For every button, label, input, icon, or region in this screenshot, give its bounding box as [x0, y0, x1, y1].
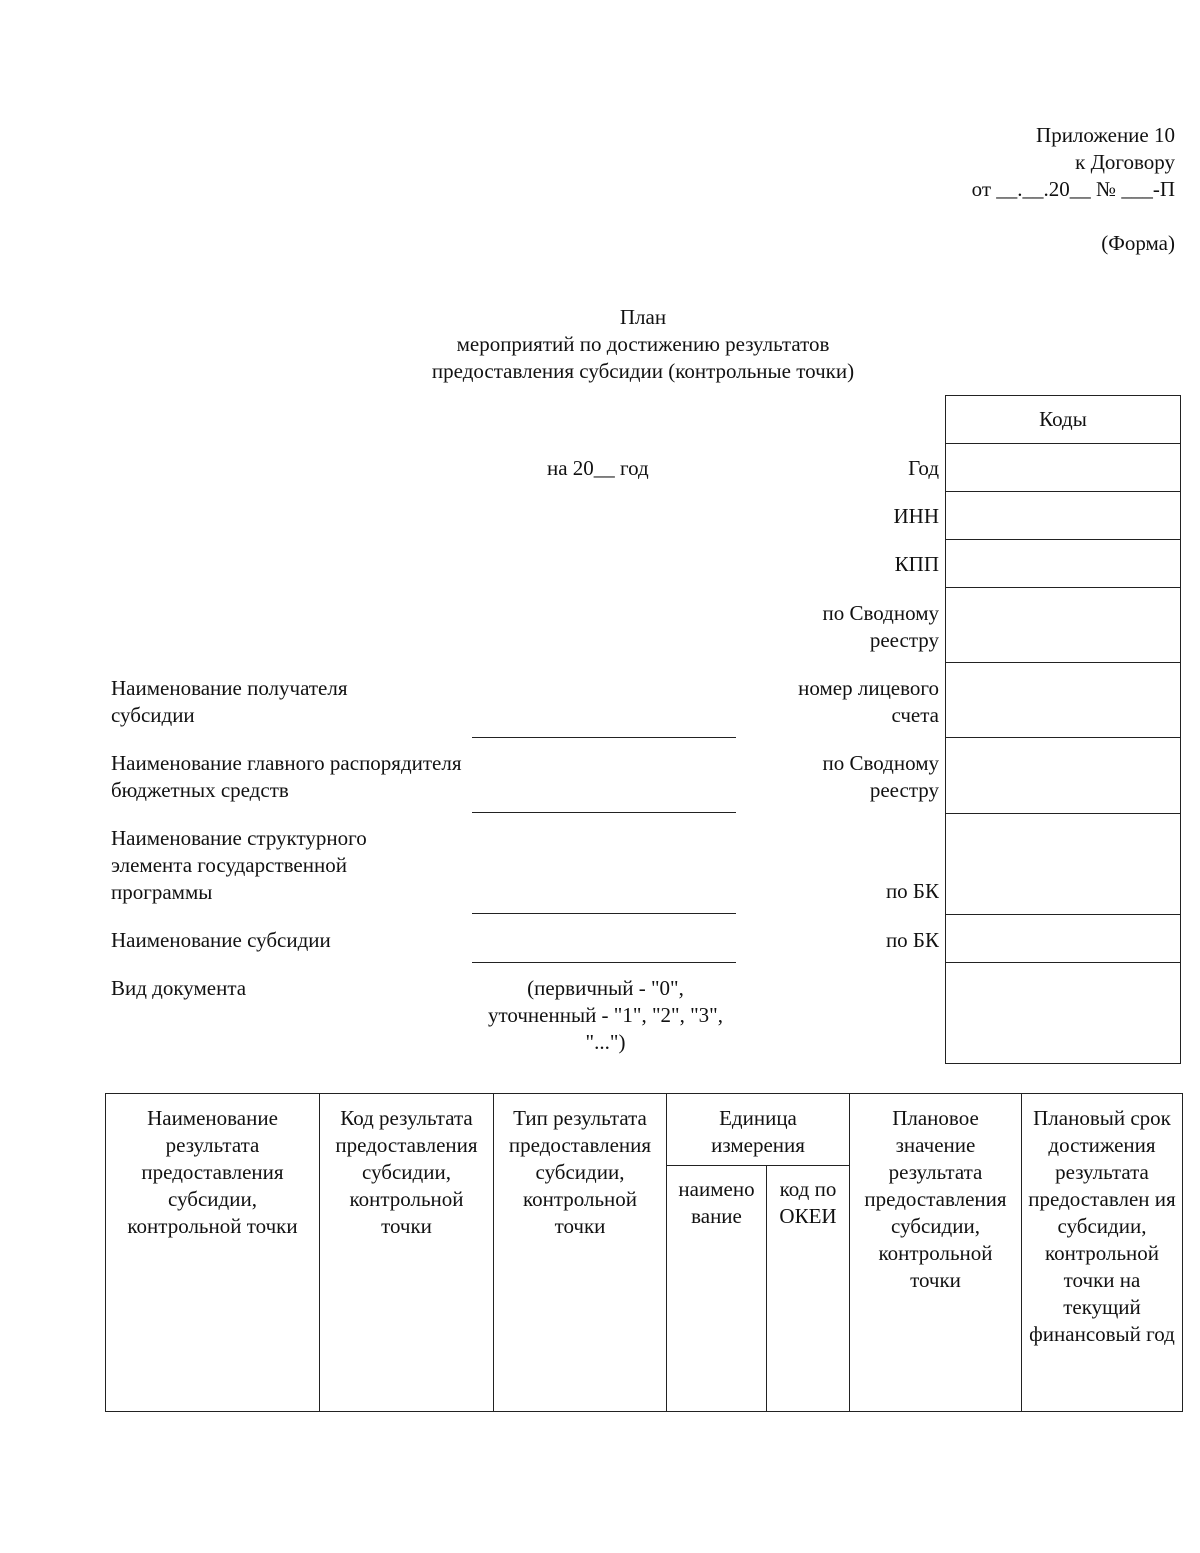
year-label: на 20__ год — [547, 456, 649, 480]
code-label-account: номер лицевого счета — [798, 676, 939, 727]
field-label-subsidy: Наименование субсидии — [111, 928, 331, 952]
title-line-1: План — [619, 305, 667, 329]
appendix-contract: к Договору — [1075, 150, 1175, 174]
header-unit-okei: код по ОКЕИ — [767, 1166, 850, 1412]
appendix-date: от __.__.20__ № ___-П — [971, 177, 1175, 201]
field-line-structural-element[interactable] — [472, 913, 736, 914]
code-cell-account[interactable] — [946, 662, 1180, 737]
field-label-main-manager: Наименование главного распорядителя бюджетных средств — [111, 751, 462, 802]
field-label-doc-type: Вид документа — [111, 976, 247, 1000]
code-cell-registry-1[interactable] — [946, 587, 1180, 662]
code-label-kpp: КПП — [894, 552, 939, 576]
appendix-number: Приложение 10 — [1036, 123, 1175, 147]
code-cell-inn[interactable] — [946, 491, 1180, 539]
doc-type-hint: (первичный - "0", уточненный - "1", "2", "3", "...") — [488, 976, 723, 1054]
code-cell-doc-type[interactable] — [946, 962, 1180, 1063]
field-line-subsidy[interactable] — [472, 962, 736, 963]
title-line-2: мероприятий по достижению результатов — [456, 332, 830, 356]
field-line-main-manager[interactable] — [472, 812, 736, 813]
title-line-3: предоставления субсидии (контрольные точки) — [431, 359, 855, 383]
code-cell-kpp[interactable] — [946, 539, 1180, 587]
appendix-block — [775, 122, 1175, 257]
table-header-row — [106, 1094, 1183, 1166]
form-label: (Форма) — [1101, 231, 1175, 255]
page-title — [343, 304, 943, 385]
code-label-year: Год — [908, 456, 939, 480]
header-planned-value: Плановое значение результата предоставления субсидии, контрольной точки — [850, 1094, 1022, 1412]
code-label-registry-2: по Сводному реестру — [822, 751, 939, 802]
header-result-type: Тип результата предоставления субсидии, контрольной точки — [494, 1094, 667, 1412]
code-label-bk-1: по БК — [885, 879, 939, 903]
header-unit-name: наимено вание — [667, 1166, 767, 1412]
field-label-structural-element: Наименование структурного элемента государственной программы — [111, 826, 367, 904]
codes-header: Коды — [1039, 407, 1087, 431]
codes-column — [945, 395, 1181, 1064]
code-label-registry-1: по Сводному реестру — [822, 601, 939, 652]
code-cell-bk-1[interactable] — [946, 813, 1180, 914]
field-line-recipient[interactable] — [472, 737, 736, 738]
field-label-recipient: Наименование получателя субсидии — [111, 676, 348, 727]
code-cell-bk-2[interactable] — [946, 914, 1180, 962]
results-table — [105, 1093, 1183, 1412]
header-result-name: Наименование результата предоставления субсидии, контрольной точки — [106, 1094, 320, 1412]
header-unit: Единица измерения — [667, 1094, 850, 1166]
code-cell-registry-2[interactable] — [946, 737, 1180, 813]
header-planned-date: Плановый срок достижения результата предоставлен ия субсидии, контрольной точки на текущий финансовый год — [1022, 1094, 1183, 1412]
code-label-inn: ИНН — [893, 504, 939, 528]
code-cell-year[interactable] — [946, 443, 1180, 491]
header-result-code: Код результата предоставления субсидии, контрольной точки — [320, 1094, 494, 1412]
code-label-bk-2: по БК — [885, 928, 939, 952]
